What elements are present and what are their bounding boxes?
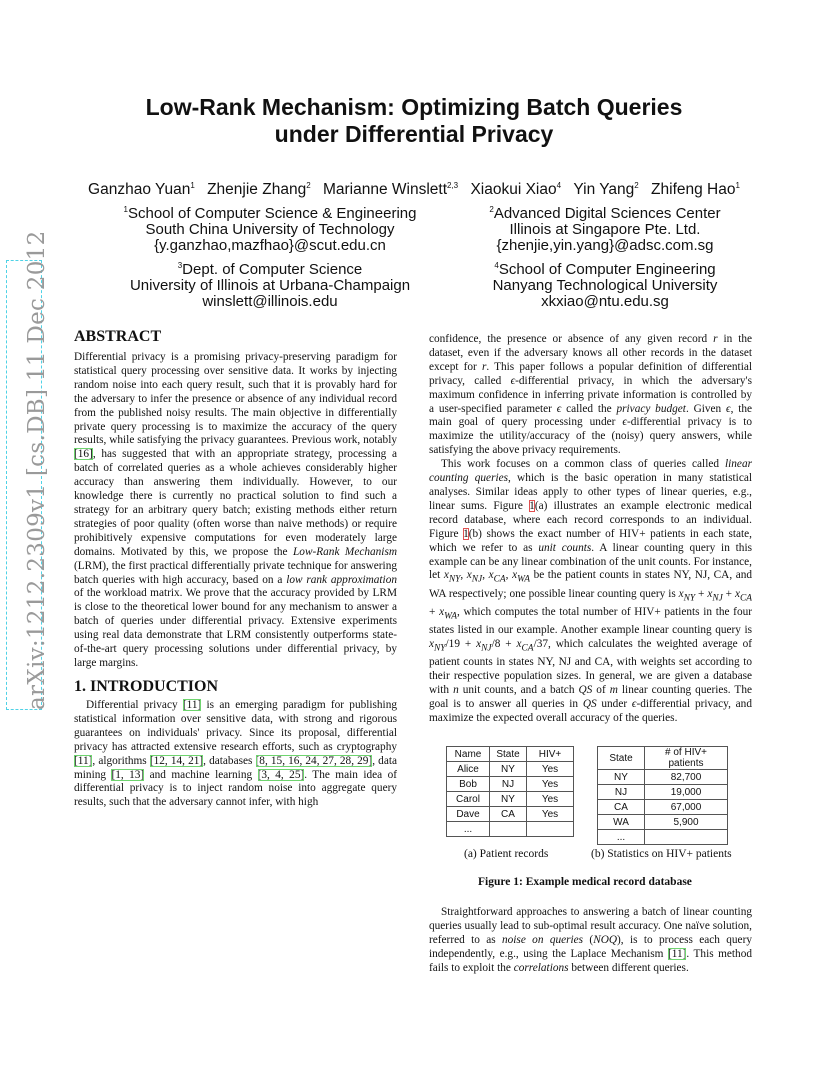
author-list [40, 181, 788, 199]
table-row: NJ 19,000 [598, 785, 728, 800]
table-row: Carol NY Yes [447, 792, 574, 807]
introduction-heading: 1. INTRODUCTION [74, 678, 219, 695]
table-row: Dave CA Yes [447, 807, 574, 822]
hiv-statistics-table [597, 746, 728, 845]
author: Zhenjie Zhang$^2$ [207, 180, 311, 198]
author: Yin Yang$^2$ [573, 180, 639, 198]
affiliation-4: $^4$School of Computer Engineering Nanyang Technological University xkxiao@ntu.edu.sg [492, 261, 718, 310]
table-header: State [598, 747, 645, 770]
table-row: ... [447, 822, 574, 837]
title-line-1: Low-Rank Mechanism: Optimizing Batch Queries [145, 94, 683, 120]
table-row: NY 82,700 [598, 770, 728, 785]
author: Xiaokui Xiao$^4$ [470, 180, 562, 198]
figure-caption: Figure 1: Example medical record database [478, 876, 692, 888]
arxiv-stamp-text: arXiv:1212.2309v1 [cs.DB] 11 Dec 2012 [24, 230, 50, 710]
subfigure-caption-a: (a) Patient records [464, 848, 549, 860]
table-row: ... [598, 830, 728, 845]
table-header: HIV+ [527, 747, 574, 762]
table-header-row [447, 747, 574, 762]
table-header: # of HIV+ patients [645, 747, 728, 770]
author: Ganzhao Yuan$^1$ [88, 180, 195, 198]
subfigure-caption-b: (b) Statistics on HIV+ patients [591, 848, 732, 860]
introduction-body: Differential privacy [11] is an emerging paradigm for publishing statistical information over sensitive data, with strong and rigorous guarantees on individuals' privacy. Since its proposal, differential privacy has attracted extensive research efforts, such as cryptography [11], algorithms [12, 14, 21], databases [8, 15, 16, 24, 27, 28, 29], data mining [1, 13] and machine learning [3, 4, 25]. The main idea of differential privacy is to inject random noise into aggregate query results, such that the adversary cannot infer, with high [74, 699, 398, 809]
table-header: State [490, 747, 527, 762]
abstract-heading: ABSTRACT [74, 328, 162, 345]
table-header: Name [447, 747, 490, 762]
affiliation-1: $^1$School of Computer Science & Engineering South China University of Technology {y.ganzhao,mazfhao}@scut.edu.cn [123, 205, 417, 254]
title-line-2: under Differential Privacy [274, 121, 554, 147]
affiliation-3: $^3$Dept. of Computer Science University of Illinois at Urbana-Champaign winslett@illinois.edu [129, 261, 411, 310]
arxiv-stamp [4, 230, 50, 710]
table-header-row [598, 747, 728, 770]
author: Zhifeng Hao$^1$ [651, 180, 740, 198]
right-column-body-continued: Straightforward approaches to answering a batch of linear counting queries usually lead to sub-optimal result accuracy. One naïve solution, referred to as noise on queries (NOQ), is to process each query independently, e.g., using the Laplace Mechanism [11]. This method fails to exploit the correlations between different queries. [429, 906, 752, 974]
patient-records-table [446, 746, 574, 837]
right-column-body: confidence, the presence or absence of any given record r in the dataset, even if the adversary knows all other records in the dataset except for r. This paper follows a popular definition of differential privacy, called ϵ-differential privacy, in which the adversary's maximum confidence in inferring private information is controlled by a user-specified parameter ϵ called the privacy budget. Given ϵ, the main goal of query processing under ϵ-differential privacy is to maximize the utility/accuracy of the (noisy) query answers, while satisfying the above privacy requirements. This work focuses on a common class of queries called linear counting queries, which is the basic operation in many statistical analyses. Similar ideas apply to other types of linear queries, e.g., linear sums. Figure 1(a) illustrates an example electronic medical record database, where each record corresponds to an individual. Figure 1(b) shows the exact number of HIV+ patients in each state, which we refer to as unit counts. A linear counting query in this example can be any linear combination of the unit counts. For instance, let $x_{NY}$, $x_{NJ}$, $x_{CA}$, $x_{WA}$ be the patient counts in states NY, NJ, CA, and WA respectively; one possible linear counting query is $x_{NY} + x_{NJ} + x_{CA} + x_{WA}$, which computes the total number of HIV+ patients in the four states listed in our example. Another example linear counting query is $x_{NY}/19 + x_{NJ}/8 + x_{CA}/37$, which calculates the weighted average of patient counts in states NY, NJ and CA, with weights set according to their respective population sizes. In general, we are given a database with n unit counts, and a batch QS of m linear counting queries. The goal is to answer all queries in QS under ϵ-differential privacy, and maximize the expected overall accuracy of the queries. [429, 333, 753, 724]
table-row: CA 67,000 [598, 800, 728, 815]
author: Marianne Winslett$^{2,3}$ [322, 180, 459, 198]
table-row: Bob NJ Yes [447, 777, 574, 792]
table-row: WA 5,900 [598, 815, 728, 830]
abstract-body: Differential privacy is a promising privacy-preserving paradigm for statistical query processing over sensitive data. It works by injecting random noise into each query result, such that it is provably hard for the adversary to infer the presence or absence of any individual record from the published noisy results. The main objective in differentially private query processing is to maximize the accuracy of the query results, while satisfying the privacy guarantees. Previous work, notably [16], has suggested that with an appropriate strategy, processing a batch of correlated queries as a whole achieves considerably higher accuracy than answering them individually. However, to our knowledge there is currently no practical solution to find such a strategy for an arbitrary query batch; existing methods either return strategies of poor quality (often worse than naive methods) or require prohibitively expensive computations for even moderately large domains. Motivated by this, we propose the Low-Rank Mechanism (LRM), the first practical differentially private technique for answering batch queries with high accuracy, based on a low rank approximation of the workload matrix. We prove that the accuracy provided by LRM is close to the theoretical lower bound for any mechanism to answer a batch of queries under differential privacy. Extensive experiments using real data demonstrate that LRM consistently outperforms state-of-the-art query processing solutions under differential privacy, by large margins. [74, 351, 398, 669]
paper-title [60, 94, 768, 148]
table-row: Alice NY Yes [447, 762, 574, 777]
affiliation-2: $^2$Advanced Digital Sciences Center Illinois at Singapore Pte. Ltd. {zhenjie,yin.yang}@adsc.com.sg [489, 205, 721, 254]
